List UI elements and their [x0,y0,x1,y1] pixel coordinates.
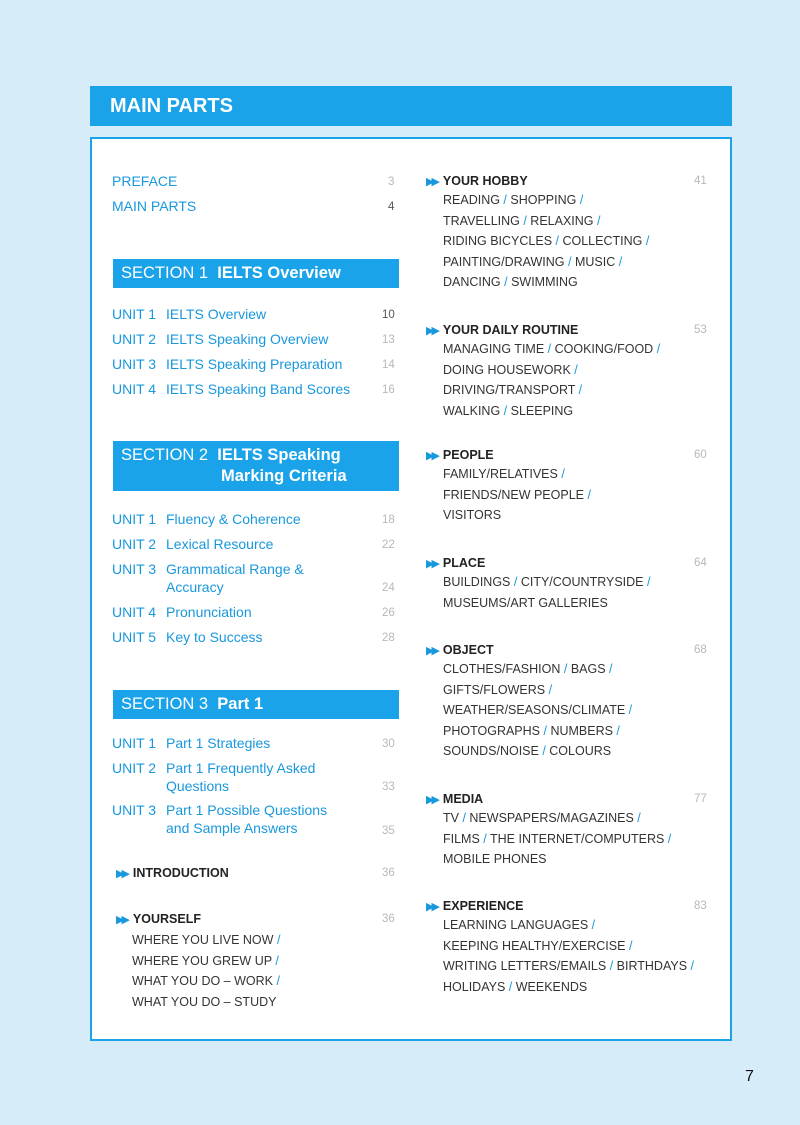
toc-unit[interactable]: UNIT 4 IELTS Speaking Band Scores [112,381,351,397]
toc-page: 60 [694,449,707,461]
subitem-line [443,360,660,381]
toc-page: 24 [382,582,395,594]
topic-subitems [443,572,650,613]
subitem[interactable]: WALKING [443,403,501,418]
separator-slash: / [505,979,516,994]
separator-slash: / [633,811,641,825]
subitem-line [443,464,591,485]
page-header [90,86,732,126]
toc-page: 3 [388,176,395,188]
separator-slash: / [557,467,565,481]
subitem-line [443,593,650,614]
separator-slash: / [612,723,620,738]
subitem[interactable]: TV [443,811,459,825]
toc-unit[interactable]: UNIT 1 IELTS Overview [112,306,267,322]
separator-slash: / [615,254,623,269]
double-arrow-icon: ▶▶ [426,558,437,570]
subitem[interactable]: READING [443,193,500,207]
separator-slash: / [584,487,591,502]
subitem[interactable]: CLOTHES/FASHION [443,662,561,676]
separator-slash: / [499,193,511,207]
subitem-line [443,272,649,293]
subitem[interactable]: KEEPING HEALTHY/EXERCISE [443,938,626,953]
separator-slash: / [687,959,694,973]
subitem[interactable]: PAINTING/DRAWING [443,254,565,269]
subitem[interactable]: CITY/COUNTRYSIDE [520,575,644,589]
topic-subitems [132,930,280,1012]
separator-slash: / [625,938,633,953]
separator-slash: / [544,342,555,356]
toc-page: 41 [694,175,707,187]
topic-subitems [443,808,671,870]
subitem-line [443,829,671,850]
topic-heading[interactable]: ▶▶ YOUR DAILY ROUTINE [426,323,579,337]
section-1-banner: SECTION 1 IELTS Overview [113,259,399,288]
separator-slash: / [540,723,551,738]
topic-heading[interactable]: ▶▶ MEDIA [426,792,484,806]
separator-slash: / [653,342,661,356]
toc-unit[interactable]: UNIT 4 Pronunciation [112,604,252,620]
subitem-line [443,211,649,232]
subitem[interactable]: COOKING/FOOD [554,342,654,356]
toc-page: 83 [694,900,707,912]
subitem[interactable]: VISITORS [443,508,502,522]
topic-subitems [443,339,660,421]
separator-slash: / [500,403,511,418]
subitem[interactable]: MOBILE PHONES [443,852,547,866]
double-arrow-icon: ▶▶ [116,914,127,926]
subitem[interactable]: LEARNING LANGUAGES [443,918,589,932]
toc-unit[interactable]: UNIT 3 Part 1 Possible Questions and Sample Answers [112,802,328,836]
double-arrow-icon: ▶▶ [426,901,437,913]
subitem[interactable]: RELAXING [530,213,594,228]
toc-page: 64 [694,557,707,569]
double-arrow-icon: ▶▶ [426,325,437,337]
separator-slash: / [642,234,650,248]
separator-slash: / [606,959,617,973]
toc-entry-preface[interactable]: PREFACE [112,173,178,189]
subitem[interactable]: WHAT YOU DO – WORK [132,974,273,988]
toc-page: 22 [382,539,395,551]
separator-slash: / [576,193,584,207]
subitem-line [443,252,649,273]
toc-page: 14 [382,359,395,371]
header-title: MAIN PARTS [110,95,233,117]
double-arrow-icon: ▶▶ [426,450,437,462]
toc-page: 68 [694,644,707,656]
subitem[interactable]: SLEEPING [510,403,574,418]
subitem[interactable]: TRAVELLING [443,213,520,228]
separator-slash: / [545,682,553,697]
double-arrow-icon: ▶▶ [116,868,127,880]
separator-slash: / [273,933,281,947]
toc-entry-main-parts[interactable]: MAIN PARTS [112,198,197,214]
subitem[interactable]: NUMBERS [550,723,613,738]
separator-slash: / [510,575,521,589]
toc-unit[interactable]: UNIT 1 Part 1 Strategies [112,735,271,751]
subitem[interactable]: SHOPPING [510,193,577,207]
subitem-line [443,485,591,506]
subitem[interactable]: MUSEUMS/ART GALLERIES [443,595,608,610]
subitem[interactable]: SWIMMING [511,275,578,289]
subitem[interactable]: MANAGING TIME [443,342,545,356]
separator-slash: / [625,703,633,717]
separator-slash: / [500,275,512,289]
separator-slash: / [560,662,571,676]
topic-yourself[interactable]: ▶▶ YOURSELF [116,912,201,926]
section-3-banner: SECTION 3 Part 1 [113,690,399,719]
subitem-line [132,992,280,1013]
subitem-line [443,401,660,422]
double-arrow-icon: ▶▶ [426,645,437,657]
subitem[interactable]: NEWSPAPERS/MAGAZINES [469,811,634,825]
subitem-line [443,231,649,252]
double-arrow-icon: ▶▶ [426,794,437,806]
toc-page: 77 [694,793,707,805]
toc-page: 26 [382,607,395,619]
subitem[interactable]: PHOTOGRAPHS [443,723,541,738]
subitem[interactable]: WHERE YOU GREW UP [132,953,272,968]
subitem[interactable]: WHERE YOU LIVE NOW [132,933,274,947]
toc-unit[interactable]: UNIT 5 Key to Success [112,629,263,645]
subitem-line [443,936,694,957]
toc-unit[interactable]: UNIT 2 Part 1 Frequently Asked Questions [112,760,316,794]
toc-page: 28 [382,632,395,644]
subitem[interactable]: COLLECTING [562,234,643,248]
subitem[interactable]: DOING HOUSEWORK [443,362,571,377]
toc-page: 36 [382,867,395,879]
subitem-line [443,741,632,762]
double-arrow-icon: ▶▶ [426,176,437,188]
subitem-line [443,190,649,211]
subitem[interactable]: GIFTS/FLOWERS [443,682,546,697]
subitem-line [443,808,671,829]
subitem-line [443,680,632,701]
separator-slash: / [570,362,578,377]
subitem-line [132,951,280,972]
separator-slash: / [479,831,491,846]
subitem[interactable]: FILMS [443,831,480,846]
topic-subitems [443,915,694,997]
toc-page: 4 [388,201,395,213]
toc-unit[interactable]: UNIT 2 IELTS Speaking Overview [112,331,329,347]
topic-introduction[interactable]: ▶▶ INTRODUCTION [116,866,229,880]
subitem[interactable]: DANCING [443,275,501,289]
toc-page: 30 [382,738,395,750]
topic-subitems [443,464,591,526]
subitem[interactable]: WHAT YOU DO – STUDY [132,994,277,1009]
subitem-line [132,930,280,951]
subitem[interactable]: BAGS [570,662,606,676]
separator-slash: / [552,234,563,248]
toc-unit[interactable]: UNIT 3 IELTS Speaking Preparation [112,356,343,372]
subitem[interactable]: BIRTHDAYS [616,959,688,973]
separator-slash: / [605,662,613,676]
topic-heading[interactable]: ▶▶ YOUR HOBBY [426,174,528,188]
topic-heading[interactable]: ▶▶ OBJECT [426,643,494,657]
topic-heading[interactable]: ▶▶ EXPERIENCE [426,899,524,913]
subitem[interactable]: HOLIDAYS [443,979,506,994]
separator-slash: / [271,953,279,968]
subitem[interactable]: MUSIC [574,254,616,269]
separator-slash: / [564,254,575,269]
toc-page: 10 [382,309,395,321]
subitem[interactable]: THE INTERNET/COMPUTERS [490,831,665,846]
toc-unit[interactable]: UNIT 1 Fluency & Coherence [112,511,301,527]
toc-page: 18 [382,514,395,526]
topic-subitems [443,190,649,293]
subitem-line [443,505,591,526]
subitem[interactable]: DRIVING/TRANSPORT [443,383,576,397]
subitem[interactable]: BUILDINGS [443,575,511,589]
subitem[interactable]: RIDING BICYCLES [443,234,553,248]
separator-slash: / [538,744,550,758]
separator-slash: / [575,383,583,397]
separator-slash: / [273,974,280,988]
subitem[interactable]: WEATHER/SEASONS/CLIMATE [443,703,626,717]
subitem-line [443,977,694,998]
toc-page: 33 [382,781,395,793]
subitem[interactable]: SOUNDS/NOISE [443,744,539,758]
topic-heading[interactable]: ▶▶ PLACE [426,556,486,570]
toc-page: 35 [382,825,395,837]
page-number: 7 [745,1068,754,1085]
toc-page: 53 [694,324,707,336]
subitem[interactable]: WRITING LETTERS/EMAILS [443,959,607,973]
subitem-line [443,659,632,680]
subitem-line [443,849,671,870]
subitem-line [443,380,660,401]
separator-slash: / [664,831,672,846]
separator-slash: / [458,811,470,825]
toc-page: 16 [382,384,395,396]
subitem[interactable]: FAMILY/RELATIVES [443,467,558,481]
separator-slash: / [519,213,531,228]
toc-page: 13 [382,334,395,346]
subitem-line [443,915,694,936]
subitem[interactable]: FRIENDS/NEW PEOPLE [443,487,584,502]
separator-slash: / [588,918,596,932]
subitem-line [443,572,650,593]
subitem[interactable]: COLOURS [549,744,612,758]
toc-page: 36 [382,913,395,925]
section-2-banner: SECTION 2 IELTS Speaking Marking Criteria [113,441,399,491]
subitem-line [443,339,660,360]
topic-heading[interactable]: ▶▶ PEOPLE [426,448,494,462]
subitem-line [443,721,632,742]
subitem-line [132,971,280,992]
toc-unit[interactable]: UNIT 2 Lexical Resource [112,536,274,552]
separator-slash: / [593,213,601,228]
toc-unit[interactable]: UNIT 3 Grammatical Range & Accuracy [112,561,304,595]
subitem[interactable]: WEEKENDS [515,979,588,994]
separator-slash: / [643,575,651,589]
topic-subitems [443,659,632,762]
contents-panel [90,137,732,1041]
subitem-line [443,700,632,721]
subitem-line [443,956,694,977]
